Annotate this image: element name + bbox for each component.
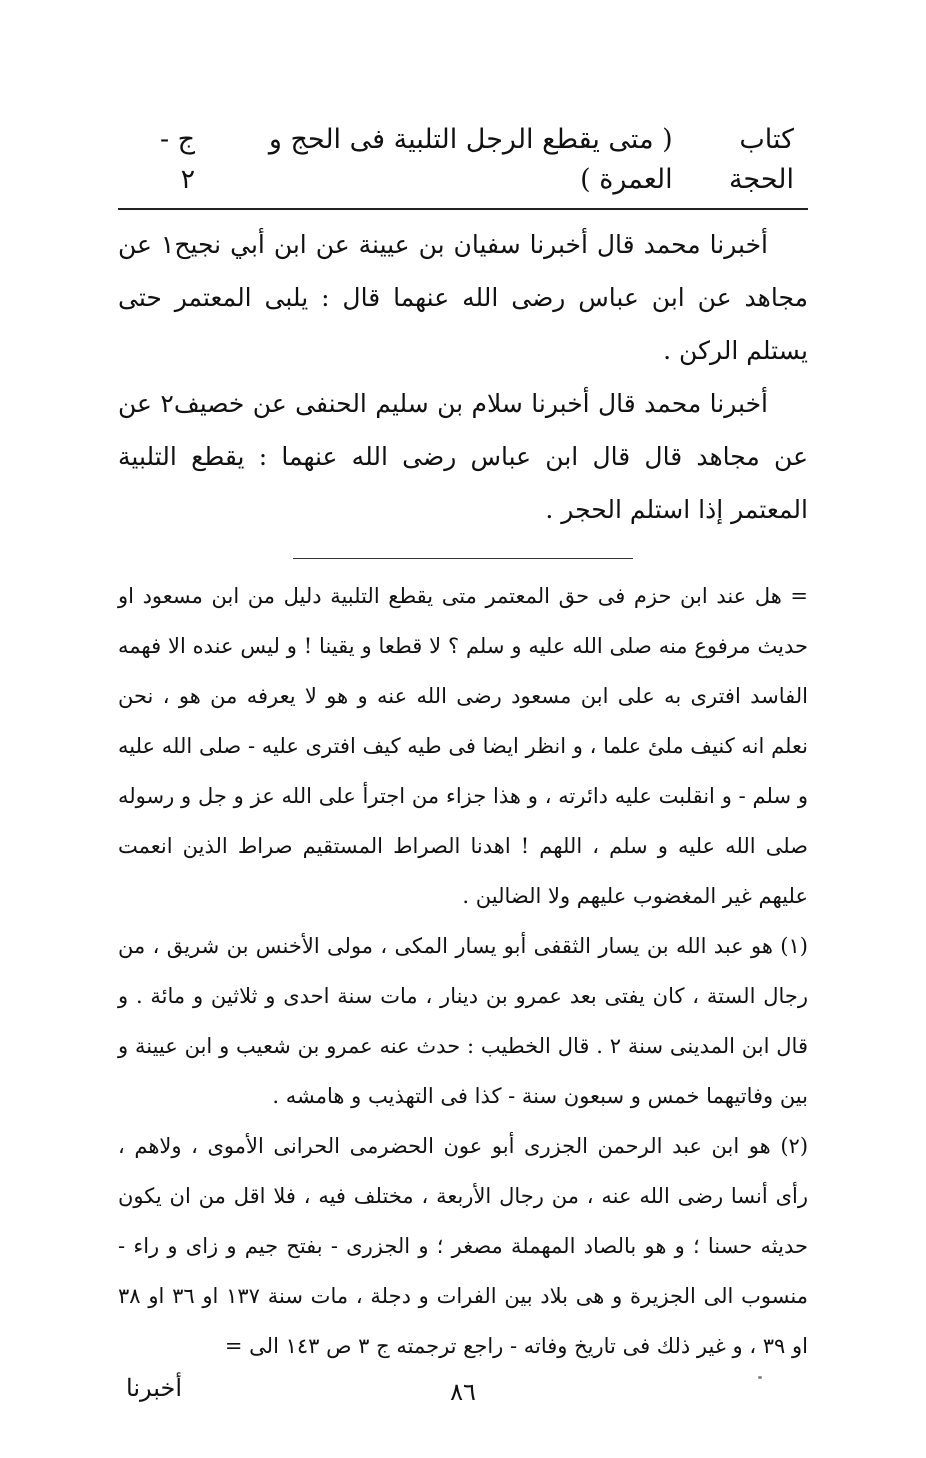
footnotes bbox=[118, 571, 808, 1371]
header-rule bbox=[118, 208, 808, 210]
scan-speck bbox=[758, 1376, 762, 1379]
running-header bbox=[118, 120, 808, 200]
chapter-title: ( متى يقطع الرجل التلبية فى الحج و العمرة ) bbox=[268, 124, 673, 195]
book-page bbox=[118, 120, 808, 1407]
main-text bbox=[118, 218, 808, 536]
footnote-continuation: = هل عند ابن حزم فى حق المعتمر متى يقطع التلبية دليل من ابن مسعود او حديث مرفوع منه صلى الله عليه و سلم ؟ لا قطعا و يقينا ! و ليس عنده الا فهمه الفاسد افترى به على ابن مسعود رضى الله عنه و هو لا يعرفه من هو ، نحن نعلم انه كنيف ملئ علما ، و انظر ايضا فى طيه كيف افترى عليه - صلى الله عليه و سلم - و انقلبت عليه دائرته ، و هذا جزاء من اجترأ على الله عز و جل و رسوله صلى الله عليه و سلم ، اللهم ! اهدنا الصراط المستقيم صراط الذين انعمت عليهم غير المغضوب عليهم ولا الضالين . bbox=[118, 584, 808, 908]
footnote-2: (٢) هو ابن عبد الرحمن الجزرى أبو عون الحضرمى الحرانى الأموى ، ولاهم ، رأى أنسا رضى الله عنه ، من رجال الأربعة ، مختلف فيه ، فلا اقل من ان يكون حديثه حسنا ؛ و هو بالصاد المهملة مصغر ؛ و الجزرى - بفتح جيم و زاى و راء - منسوب الى الجزيرة و هى بلاد بين الفرات و دجلة ، مات سنة ١٣٧ او ٣٦ او ٣٨ او ٣٩ ، و غير ذلك فى تاريخ وفاته - راجع ترجمته ج ٣ ص ١٤٣ الى = bbox=[118, 1134, 809, 1358]
page-footer bbox=[118, 1374, 808, 1407]
hadith-paragraph: أخبرنا محمد قال أخبرنا سلام بن سليم الحنفى عن خصيف٢ عن عن مجاهد قال قال ابن عباس رضى الله عنهما : يقطع التلبية المعتمر إذا استلم الحجر . bbox=[118, 389, 808, 524]
book-name: كتاب الحجة bbox=[728, 124, 794, 195]
page-number: ٨٦ bbox=[450, 1378, 476, 1406]
hadith-paragraph: أخبرنا محمد قال أخبرنا سفيان بن عيينة عن ابن أبي نجيح١ عن مجاهد عن ابن عباس رضى الله عنهما قال : يلبى المعتمر حتى يستلم الركن . bbox=[118, 230, 808, 365]
footnote-1: (١) هو عبد الله بن يسار الثقفى أبو يسار المكى ، مولى الأخنس بن شريق ، من رجال الستة ، كان يفتى بعد عمرو بن دينار ، مات سنة احدى و ثلاثين و مائة . و قال ابن المدينى سنة ٢ . قال الخطيب : حدث عنه عمرو بن شعيب و ابن عيينة و بين وفاتيهما خمس و سبعون سنة - كذا فى التهذيب و هامشه . bbox=[118, 934, 808, 1108]
footnote-separator bbox=[293, 558, 633, 559]
catchword: أخبرنا bbox=[126, 1374, 182, 1402]
volume-label: ج - ٢ bbox=[159, 124, 196, 195]
